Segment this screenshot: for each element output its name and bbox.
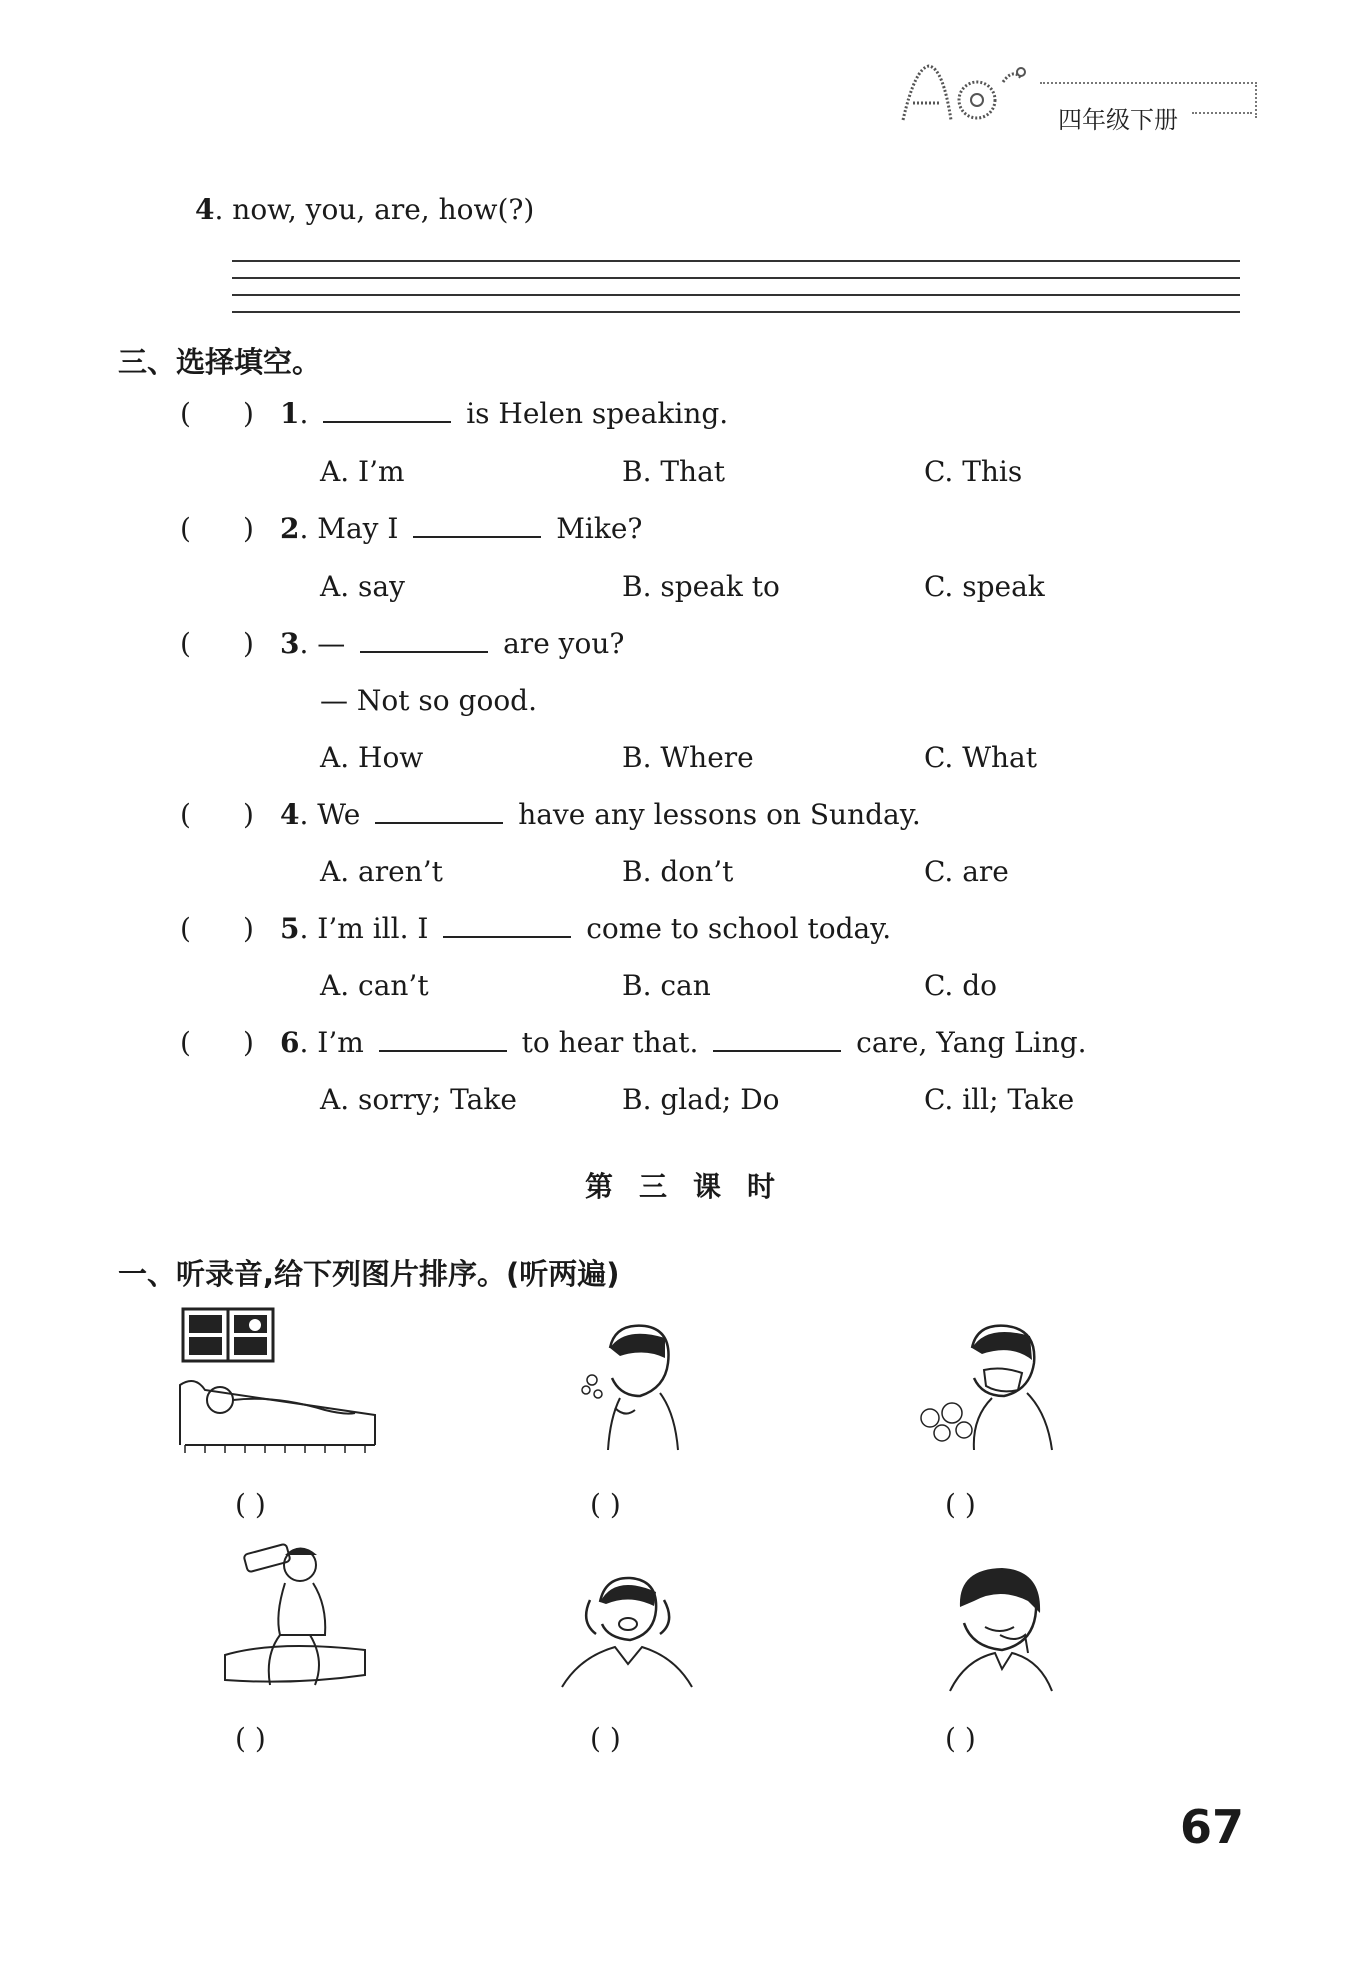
question-3-reply: — Not so good.	[320, 684, 537, 717]
answer-paren[interactable]: ( )	[235, 1488, 266, 1521]
question-1: 1. is Helen speaking.	[280, 397, 729, 430]
option-a: A. sorry; Take	[320, 1083, 517, 1116]
option-c: C. What	[924, 741, 1037, 774]
lesson-title: 第三课时	[585, 1170, 802, 1203]
question-number: 4	[280, 798, 300, 831]
answer-paren[interactable]: ( )	[180, 627, 254, 660]
answer-paren[interactable]: ( )	[590, 1722, 621, 1755]
blank[interactable]	[375, 800, 503, 824]
option-b: B. That	[622, 455, 726, 488]
answer-paren[interactable]: ( )	[235, 1722, 266, 1755]
option-c: C. This	[924, 455, 1023, 488]
option-b: B. can	[622, 969, 711, 1002]
q4-words: . now, you, are, how(?)	[214, 193, 535, 226]
option-c: C. ill; Take	[924, 1083, 1075, 1116]
sneezing-icon	[580, 1318, 690, 1453]
answer-paren[interactable]: ( )	[180, 512, 254, 545]
answer-paren[interactable]: ( )	[180, 798, 254, 831]
option-a: A. can’t	[320, 969, 429, 1002]
option-c: C. speak	[924, 570, 1045, 603]
answer-line	[232, 260, 1240, 262]
header-dots	[1192, 112, 1252, 114]
q4-number: 4	[195, 193, 215, 226]
option-b: B. don’t	[622, 855, 734, 888]
option-b: B. glad; Do	[622, 1083, 780, 1116]
coughing-with-mask-icon	[912, 1318, 1072, 1453]
question-4: 4. We have any lessons on Sunday.	[280, 798, 921, 831]
question-number: 3	[280, 627, 300, 660]
question-number: 5	[280, 912, 300, 945]
answer-paren[interactable]: ( )	[590, 1488, 621, 1521]
sleeping-in-bed-icon	[175, 1305, 380, 1455]
option-a: A. How	[320, 741, 424, 774]
grade-label: 四年级下册	[1058, 106, 1178, 134]
question-number: 2	[280, 512, 300, 545]
section-title: 一、听录音,给下列图片排序。(听两遍)	[118, 1257, 620, 1291]
option-b: B. Where	[622, 741, 754, 774]
page-number: 67	[1180, 1800, 1245, 1854]
answer-line	[232, 294, 1240, 296]
section-title: 三、选择填空。	[118, 345, 322, 379]
question-number: 1	[280, 397, 300, 430]
q4-prompt	[195, 193, 534, 226]
answer-line	[232, 277, 1240, 279]
blank[interactable]	[379, 1028, 507, 1052]
blank[interactable]	[323, 399, 451, 423]
blank[interactable]	[360, 629, 488, 653]
question-3: 3. — are you?	[280, 627, 625, 660]
question-5: 5. I’m ill. I come to school today.	[280, 912, 892, 945]
answer-paren[interactable]: ( )	[945, 1488, 976, 1521]
question-number: 6	[280, 1026, 300, 1059]
blank[interactable]	[713, 1028, 841, 1052]
brand-logo	[895, 58, 1035, 130]
option-c: C. do	[924, 969, 998, 1002]
question-2: 2. May I Mike?	[280, 512, 643, 545]
option-a: A. say	[320, 570, 405, 603]
option-a: A. aren’t	[320, 855, 443, 888]
answer-paren[interactable]: ( )	[180, 912, 254, 945]
blank[interactable]	[413, 514, 541, 538]
answer-paren[interactable]: ( )	[945, 1722, 976, 1755]
answer-line	[232, 311, 1240, 313]
option-a: A. I’m	[320, 455, 405, 488]
question-6: 6. I’m to hear that. care, Yang Ling.	[280, 1026, 1087, 1059]
blank[interactable]	[443, 914, 571, 938]
answer-paren[interactable]: ( )	[180, 397, 254, 430]
option-c: C. are	[924, 855, 1009, 888]
toothache-icon	[940, 1565, 1060, 1693]
answer-paren[interactable]: ( )	[180, 1026, 254, 1059]
drinking-water-icon	[215, 1535, 375, 1690]
option-b: B. speak to	[622, 570, 780, 603]
headache-icon	[560, 1572, 695, 1692]
